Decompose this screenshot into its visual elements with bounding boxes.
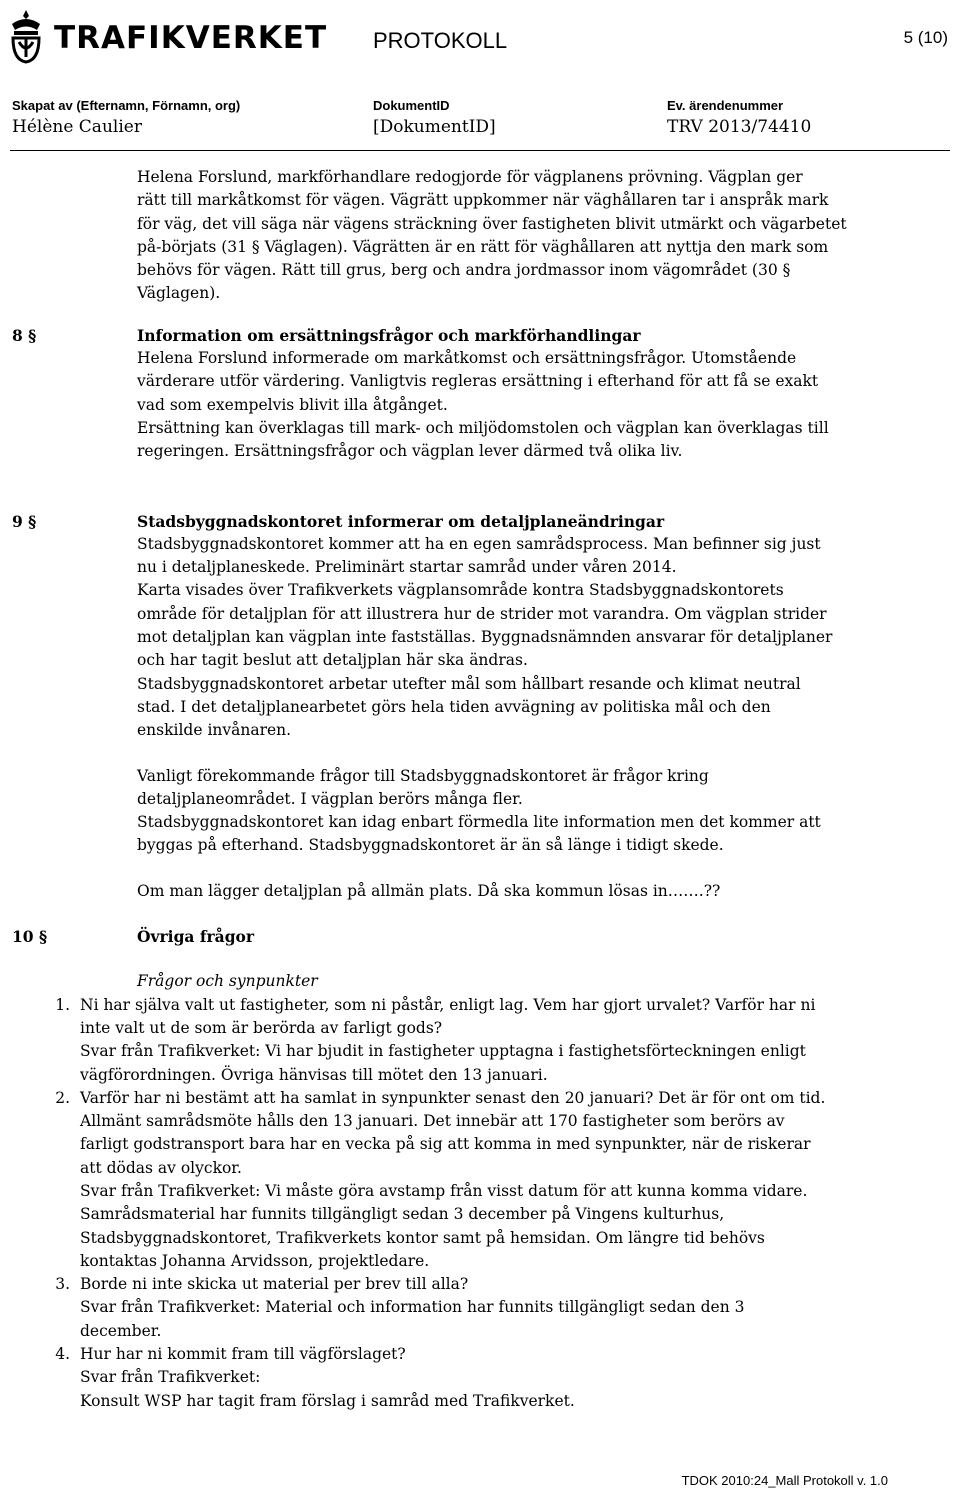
- text-line: värderare utför värdering. Vanligtvis regleras ersättning i efterhand för att få se exakt: [137, 372, 819, 391]
- text-line: Svar från Trafikverket: Material och information har funnits tillgängligt sedan den 3: [80, 1298, 745, 1317]
- list-item: [55, 1087, 900, 1273]
- text-line: Stadsbyggnadskontoret arbetar utefter mål som hållbart resande och klimat neutral: [137, 674, 801, 693]
- section-number: 9 §: [12, 511, 37, 531]
- list-number: 2.: [55, 1088, 70, 1107]
- text-line: stad. I det detaljplanearbetet görs hela tiden avvägning av politiska mål och den: [137, 697, 771, 716]
- document-body: [0, 166, 960, 1413]
- created-by: [12, 98, 240, 137]
- text-line: Stadsbyggnadskontoret kan idag enbart förmedla lite information men det kommer att: [137, 813, 821, 832]
- list-number: 1.: [55, 995, 70, 1014]
- list-item: [55, 1273, 900, 1343]
- section-9: [0, 510, 960, 903]
- text-line: Stadsbyggnadskontoret, Trafikverkets kontor samt på hemsidan. Om längre tid behövs: [80, 1228, 765, 1247]
- section-title: Stadsbyggnadskontoret informerar om detaljplaneändringar: [137, 511, 665, 531]
- text-line: Samrådsmaterial har funnits tillgängligt sedan 3 december på Vingens kulturhus,: [80, 1205, 725, 1224]
- text-line: att dödas av olyckor.: [80, 1158, 242, 1177]
- text-line: Väglagen).: [137, 284, 221, 303]
- text-line: Om man lägger detaljplan på allmän plats. Då ska kommun lösas in…….??: [137, 881, 721, 900]
- created-by-label: Skapat av (Efternamn, Förnamn, org): [12, 98, 241, 113]
- case-number: [667, 98, 811, 137]
- section-title: Information om ersättningsfrågor och markförhandlingar: [137, 325, 641, 345]
- list-number: 3.: [55, 1275, 70, 1294]
- section-subtitle: Frågor och synpunkter: [137, 972, 318, 991]
- text-line: regeringen. Ersättningsfrågor och vägplan lever därmed två olika liv.: [137, 442, 683, 461]
- text-line: behövs för vägen. Rätt till grus, berg och andra jordmassor inom vägområdet (30 §: [137, 261, 791, 280]
- list-item: [55, 994, 900, 1087]
- page-number: 5 (10): [903, 28, 948, 47]
- created-by-value: Hélène Caulier: [12, 117, 142, 137]
- text-line: vägförordningen. Övriga hänvisas till mötet den 13 januari.: [80, 1065, 548, 1084]
- text-line: Svar från Trafikverket:: [80, 1368, 261, 1387]
- text-line: Ni har själva valt ut fastigheter, som ni påstår, enligt lag. Vem har gjort urvalet? Varför har ni: [80, 995, 816, 1014]
- section-number: 8 §: [12, 325, 37, 345]
- text-line: enskilde invånaren.: [137, 721, 292, 740]
- text-line: farligt godstransport bara har en vecka på sig att komma in med synpunkter, när de riskerar: [80, 1135, 811, 1154]
- text-line: nu i detaljplaneskede. Preliminärt startar samråd under våren 2014.: [137, 558, 677, 577]
- text-line: Svar från Trafikverket: Vi har bjudit in fastigheter upptagna i fastighetsförteckningen enligt: [80, 1042, 806, 1061]
- text-line: Allmänt samrådsmöte hålls den 13 januari. Det innebär att 170 fastigheter som berörs av: [80, 1112, 785, 1131]
- section-10: [0, 925, 960, 1413]
- intro-paragraph: [137, 166, 897, 306]
- case-number-value: TRV 2013/74410: [667, 117, 812, 137]
- text-line: Ersättning kan överklagas till mark- och miljödomstolen och vägplan kan överklagas till: [137, 418, 829, 437]
- text-line: vad som exempelvis blivit illa åtgånget.: [137, 395, 448, 414]
- text-line: detaljplaneområdet. I vägplan berörs många fler.: [137, 789, 523, 808]
- trafikverket-logo: [6, 8, 327, 64]
- list-item: [55, 1343, 900, 1413]
- text-line: december.: [80, 1321, 162, 1340]
- crown-logo-icon: [6, 8, 46, 64]
- text-line: byggas på efterhand. Stadsbyggnadskontoret är än så länge i tidigt skede.: [137, 836, 724, 855]
- text-line: Varför har ni bestämt att ha samlat in synpunkter senast den 20 januari? Det är för ont om tid.: [80, 1088, 826, 1107]
- text-line: på-börjats (31 § Väglagen). Vägrätten är en rätt för väghållaren att nyttja den mark som: [137, 237, 829, 256]
- section-title: Övriga frågor: [137, 927, 255, 947]
- text-line: Konsult WSP har tagit fram förslag i samråd med Trafikverket.: [80, 1391, 575, 1410]
- document-id-label: DokumentID: [373, 98, 450, 113]
- text-line: för väg, det vill säga när vägens sträckning över fastigheten blivit utmärkt och vägarbetet: [137, 214, 847, 233]
- text-line: Hur har ni kommit fram till vägförslaget?: [80, 1345, 406, 1364]
- document-id: [373, 98, 496, 137]
- section-number: 10 §: [12, 927, 48, 947]
- text-line: Svar från Trafikverket: Vi måste göra avstamp från visst datum för att kunna komma vidare.: [80, 1181, 808, 1200]
- text-line: rätt till markåtkomst för vägen. Vägrätt uppkommer när väghållaren tar i anspråk mark: [137, 191, 829, 210]
- text-line: Helena Forslund, markförhandlare redogjorde för vägplanens prövning. Vägplan ger: [137, 168, 803, 186]
- text-line: och har tagit beslut att detaljplan här ska ändras.: [137, 651, 528, 670]
- text-line: mot detaljplan kan vägplan inte fastställas. Byggnadsnämnden ansvarar för detaljplaner: [137, 628, 833, 647]
- header-divider: [10, 150, 950, 151]
- brand-name: TRAFIKVERKET: [54, 20, 328, 56]
- text-line: Karta visades över Trafikverkets vägplansområde kontra Stadsbyggnadskontorets: [137, 581, 784, 600]
- template-footer: TDOK 2010:24_Mall Protokoll v. 1.0: [681, 1473, 888, 1488]
- document-id-value: [DokumentID]: [373, 117, 496, 137]
- document-type: PROTOKOLL: [373, 28, 508, 53]
- list-number: 4.: [55, 1345, 70, 1364]
- text-line: kontaktas Johanna Arvidsson, projektledare.: [80, 1251, 430, 1270]
- text-line: Vanligt förekommande frågor till Stadsbyggnadskontoret är frågor kring: [137, 766, 709, 785]
- text-line: område för detaljplan för att illustrera hur de strider mot varandra. Om vägplan strider: [137, 604, 827, 623]
- text-line: Helena Forslund informerade om markåtkomst och ersättningsfrågor. Utomstående: [137, 349, 797, 368]
- text-line: Borde ni inte skicka ut material per brev till alla?: [80, 1275, 469, 1294]
- case-number-label: Ev. ärendenummer: [667, 98, 784, 113]
- text-line: inte valt ut de som är berörda av farligt gods?: [80, 1018, 443, 1037]
- text-line: Stadsbyggnadskontoret kommer att ha en egen samrådsprocess. Man befinner sig just: [137, 534, 821, 553]
- section-8: [0, 324, 960, 464]
